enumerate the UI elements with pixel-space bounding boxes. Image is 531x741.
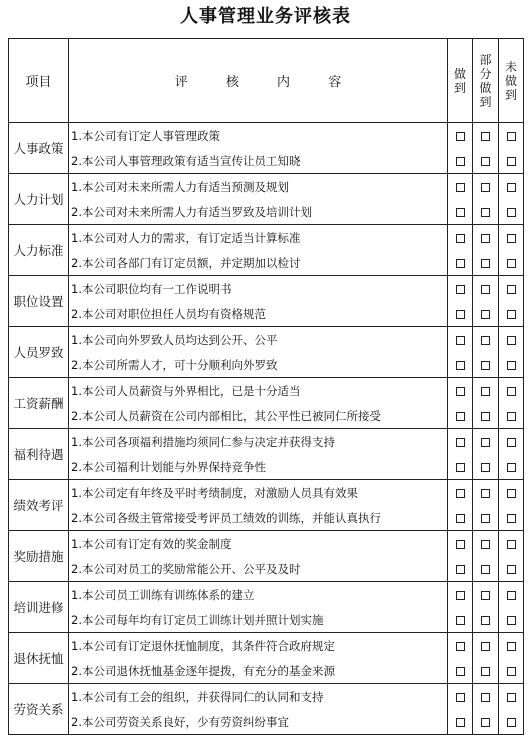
checkbox-icon[interactable] [481, 591, 490, 600]
checkbox-icon[interactable] [456, 310, 465, 319]
partial-cell[interactable] [473, 174, 499, 200]
criterion-text: 2.本公司人事管理政策有适当宣传让员工知晓 [69, 148, 448, 174]
done-cell[interactable] [448, 480, 473, 506]
done-cell[interactable] [448, 607, 473, 633]
partial-cell[interactable] [473, 709, 499, 735]
partial-cell[interactable] [473, 454, 499, 480]
checkbox-icon[interactable] [456, 718, 465, 727]
criterion-text: 1.本公司向外罗致人员均达到公开、公平 [69, 327, 448, 353]
checkbox-icon[interactable] [507, 514, 516, 523]
header-done-label: 做到 [453, 66, 466, 95]
checkbox-icon[interactable] [507, 157, 516, 166]
not-done-cell[interactable] [499, 378, 524, 404]
table-row [9, 123, 524, 149]
checkbox-icon[interactable] [481, 310, 490, 319]
checkbox-icon[interactable] [481, 412, 490, 421]
table-row [9, 148, 524, 174]
checkbox-icon[interactable] [456, 412, 465, 421]
checkbox-icon[interactable] [507, 489, 516, 498]
table-row [9, 582, 524, 608]
done-cell[interactable] [448, 148, 473, 174]
partial-cell[interactable] [473, 352, 499, 378]
checkbox-icon[interactable] [507, 412, 516, 421]
done-cell[interactable] [448, 454, 473, 480]
not-done-cell[interactable] [499, 327, 524, 353]
checkbox-icon[interactable] [456, 157, 465, 166]
criterion-text: 2.本公司人员薪资在公司内部相比，其公平性已被同仁所接受 [69, 403, 448, 429]
not-done-cell[interactable] [499, 199, 524, 225]
checkbox-icon[interactable] [481, 489, 490, 498]
checkbox-icon[interactable] [481, 463, 490, 472]
criterion-text: 2.本公司劳资关系良好，少有劳资纠纷事宜 [69, 709, 448, 735]
done-cell[interactable] [448, 709, 473, 735]
checkbox-icon[interactable] [507, 565, 516, 574]
done-cell[interactable] [448, 531, 473, 557]
table-row [9, 454, 524, 480]
not-done-cell[interactable] [499, 531, 524, 557]
category-cell: 人力标准 [9, 225, 69, 276]
table-row [9, 403, 524, 429]
checkbox-icon[interactable] [507, 591, 516, 600]
done-cell[interactable] [448, 225, 473, 251]
checkbox-icon[interactable] [481, 285, 490, 294]
table-row [9, 531, 524, 557]
criterion-text: 1.本公司有订定有效的奖金制度 [69, 531, 448, 557]
partial-cell[interactable] [473, 276, 499, 302]
partial-cell[interactable] [473, 123, 499, 149]
table-row [9, 378, 524, 404]
done-cell[interactable] [448, 684, 473, 710]
checkbox-icon[interactable] [456, 667, 465, 676]
checkbox-icon[interactable] [481, 259, 490, 268]
not-done-cell[interactable] [499, 403, 524, 429]
not-done-cell[interactable] [499, 556, 524, 582]
checkbox-icon[interactable] [456, 693, 465, 702]
criterion-text: 2.本公司每年均有订定员工训练计划并照计划实施 [69, 607, 448, 633]
partial-cell[interactable] [473, 658, 499, 684]
partial-cell[interactable] [473, 225, 499, 251]
table-body [9, 123, 524, 735]
header-partial [473, 39, 499, 123]
criterion-text: 2.本公司各部门有订定员额，并定期加以检讨 [69, 250, 448, 276]
partial-cell[interactable] [473, 199, 499, 225]
checkbox-icon[interactable] [507, 438, 516, 447]
done-cell[interactable] [448, 301, 473, 327]
checkbox-icon[interactable] [507, 693, 516, 702]
checkbox-icon[interactable] [481, 642, 490, 651]
checkbox-icon[interactable] [507, 208, 516, 217]
category-cell: 人力计划 [9, 174, 69, 225]
checkbox-icon[interactable] [456, 565, 465, 574]
done-cell[interactable] [448, 658, 473, 684]
checkbox-icon[interactable] [507, 387, 516, 396]
criterion-text: 1.本公司职位均有一工作说明书 [69, 276, 448, 302]
checkbox-icon[interactable] [456, 616, 465, 625]
not-done-cell[interactable] [499, 123, 524, 149]
checkbox-icon[interactable] [481, 693, 490, 702]
header-item: 项目 [9, 39, 69, 123]
partial-cell[interactable] [473, 403, 499, 429]
criterion-text: 1.本公司定有年终及平时考绩制度，对激励人员具有效果 [69, 480, 448, 506]
partial-cell[interactable] [473, 633, 499, 659]
not-done-cell[interactable] [499, 633, 524, 659]
category-cell: 绩效考评 [9, 480, 69, 531]
criterion-text: 2.本公司退休抚恤基金逐年提拨，有充分的基金来源 [69, 658, 448, 684]
partial-cell[interactable] [473, 582, 499, 608]
checkbox-icon[interactable] [481, 387, 490, 396]
partial-cell[interactable] [473, 148, 499, 174]
partial-cell[interactable] [473, 378, 499, 404]
category-cell: 人事政策 [9, 123, 69, 174]
checkbox-icon[interactable] [481, 718, 490, 727]
checkbox-icon[interactable] [481, 157, 490, 166]
checkbox-icon[interactable] [481, 208, 490, 217]
checkbox-icon[interactable] [456, 183, 465, 192]
done-cell[interactable] [448, 403, 473, 429]
form-title: 人事管理业务评核表 [180, 6, 351, 27]
checkbox-icon[interactable] [456, 361, 465, 370]
checkbox-icon[interactable] [481, 514, 490, 523]
table-row [9, 684, 524, 710]
table-row [9, 276, 524, 302]
header-partial-label: 部分做到 [479, 52, 492, 109]
checkbox-icon[interactable] [456, 285, 465, 294]
partial-cell[interactable] [473, 556, 499, 582]
category-cell: 奖励措施 [9, 531, 69, 582]
category-cell: 福利待遇 [9, 429, 69, 480]
checkbox-icon[interactable] [456, 336, 465, 345]
checkbox-icon[interactable] [481, 667, 490, 676]
partial-cell[interactable] [473, 684, 499, 710]
checkbox-icon[interactable] [456, 208, 465, 217]
partial-cell[interactable] [473, 480, 499, 506]
table-row [9, 633, 524, 659]
checkbox-icon[interactable] [481, 361, 490, 370]
done-cell[interactable] [448, 199, 473, 225]
table-row [9, 327, 524, 353]
table-row [9, 607, 524, 633]
table-row [9, 199, 524, 225]
checkbox-icon[interactable] [507, 183, 516, 192]
not-done-cell[interactable] [499, 709, 524, 735]
checkbox-icon[interactable] [507, 132, 516, 141]
checkbox-icon[interactable] [481, 616, 490, 625]
criterion-text: 1.本公司人员薪资与外界相比，已是十分适当 [69, 378, 448, 404]
not-done-cell[interactable] [499, 352, 524, 378]
criterion-text: 2.本公司福利计划能与外界保持竞争性 [69, 454, 448, 480]
done-cell[interactable] [448, 429, 473, 455]
not-done-cell[interactable] [499, 658, 524, 684]
not-done-cell[interactable] [499, 454, 524, 480]
partial-cell[interactable] [473, 531, 499, 557]
category-cell: 人员罗致 [9, 327, 69, 378]
checkbox-icon[interactable] [456, 591, 465, 600]
checkbox-icon[interactable] [456, 387, 465, 396]
table-row [9, 225, 524, 251]
checkbox-icon[interactable] [456, 514, 465, 523]
checkbox-icon[interactable] [507, 285, 516, 294]
done-cell[interactable] [448, 276, 473, 302]
criterion-text: 2.本公司对职位担任人员均有资格规范 [69, 301, 448, 327]
checkbox-icon[interactable] [507, 540, 516, 549]
category-cell: 工资薪酬 [9, 378, 69, 429]
done-cell[interactable] [448, 633, 473, 659]
header-not-done-label: 未做到 [504, 59, 517, 102]
checkbox-icon[interactable] [507, 667, 516, 676]
table-row [9, 250, 524, 276]
criterion-text: 2.本公司所需人才，可十分顺利向外罗致 [69, 352, 448, 378]
not-done-cell[interactable] [499, 148, 524, 174]
partial-cell[interactable] [473, 429, 499, 455]
not-done-cell[interactable] [499, 684, 524, 710]
category-cell: 退休抚恤 [9, 633, 69, 684]
not-done-cell[interactable] [499, 505, 524, 531]
table-row [9, 352, 524, 378]
checkbox-icon[interactable] [507, 361, 516, 370]
category-cell: 培训进修 [9, 582, 69, 633]
partial-cell[interactable] [473, 607, 499, 633]
criterion-text: 1.本公司有订定退休抚恤制度，其条件符合政府规定 [69, 633, 448, 659]
checkbox-icon[interactable] [507, 336, 516, 345]
checkbox-icon[interactable] [481, 234, 490, 243]
criterion-text: 1.本公司对人力的需求，有订定适当计算标准 [69, 225, 448, 251]
checkbox-icon[interactable] [507, 259, 516, 268]
done-cell[interactable] [448, 327, 473, 353]
checkbox-icon[interactable] [456, 234, 465, 243]
checkbox-icon[interactable] [481, 132, 490, 141]
criterion-text: 2.本公司对员工的奖励常能公开、公平及及时 [69, 556, 448, 582]
checkbox-icon[interactable] [507, 463, 516, 472]
criterion-text: 2.本公司各级主管常接受考评员工绩效的训练，并能认真执行 [69, 505, 448, 531]
not-done-cell[interactable] [499, 607, 524, 633]
checkbox-icon[interactable] [456, 489, 465, 498]
table-row [9, 658, 524, 684]
checkbox-icon[interactable] [456, 642, 465, 651]
evaluation-table [8, 38, 524, 735]
done-cell[interactable] [448, 174, 473, 200]
done-cell[interactable] [448, 378, 473, 404]
table-row [9, 174, 524, 200]
table-row [9, 709, 524, 735]
criterion-text: 1.本公司有订定人事管理政策 [69, 123, 448, 149]
checkbox-icon[interactable] [456, 259, 465, 268]
checkbox-icon[interactable] [456, 540, 465, 549]
partial-cell[interactable] [473, 505, 499, 531]
criterion-text: 1.本公司对未来所需人力有适当预测及规划 [69, 174, 448, 200]
category-cell: 职位设置 [9, 276, 69, 327]
header-not-done [499, 39, 524, 123]
criterion-text: 1.本公司员工训练有训练体系的建立 [69, 582, 448, 608]
not-done-cell[interactable] [499, 250, 524, 276]
category-cell: 劳资关系 [9, 684, 69, 735]
header-content: 评 核 内 容 [69, 39, 448, 123]
not-done-cell[interactable] [499, 301, 524, 327]
not-done-cell[interactable] [499, 276, 524, 302]
header-row [9, 39, 524, 123]
not-done-cell[interactable] [499, 429, 524, 455]
checkbox-icon[interactable] [507, 310, 516, 319]
checkbox-icon[interactable] [507, 642, 516, 651]
table-row [9, 429, 524, 455]
done-cell[interactable] [448, 352, 473, 378]
criterion-text: 1.本公司各项福利措施均须同仁参与决定并获得支持 [69, 429, 448, 455]
table-row [9, 505, 524, 531]
checkbox-icon[interactable] [507, 234, 516, 243]
partial-cell[interactable] [473, 301, 499, 327]
done-cell[interactable] [448, 505, 473, 531]
not-done-cell[interactable] [499, 174, 524, 200]
criterion-text: 2.本公司对未来所需人力有适当罗致及培训计划 [69, 199, 448, 225]
checkbox-icon[interactable] [456, 132, 465, 141]
checkbox-icon[interactable] [507, 616, 516, 625]
done-cell[interactable] [448, 123, 473, 149]
checkbox-icon[interactable] [456, 463, 465, 472]
not-done-cell[interactable] [499, 480, 524, 506]
not-done-cell[interactable] [499, 582, 524, 608]
checkbox-icon[interactable] [456, 438, 465, 447]
checkbox-icon[interactable] [507, 718, 516, 727]
table-row [9, 301, 524, 327]
checkbox-icon[interactable] [481, 336, 490, 345]
partial-cell[interactable] [473, 327, 499, 353]
done-cell[interactable] [448, 582, 473, 608]
done-cell[interactable] [448, 556, 473, 582]
table-row [9, 480, 524, 506]
header-done [448, 39, 473, 123]
table-row [9, 556, 524, 582]
checkbox-icon[interactable] [481, 438, 490, 447]
checkbox-icon[interactable] [481, 183, 490, 192]
done-cell[interactable] [448, 250, 473, 276]
not-done-cell[interactable] [499, 225, 524, 251]
partial-cell[interactable] [473, 250, 499, 276]
checkbox-icon[interactable] [481, 565, 490, 574]
checkbox-icon[interactable] [481, 540, 490, 549]
criterion-text: 1.本公司有工会的组织，并获得同仁的认同和支持 [69, 684, 448, 710]
